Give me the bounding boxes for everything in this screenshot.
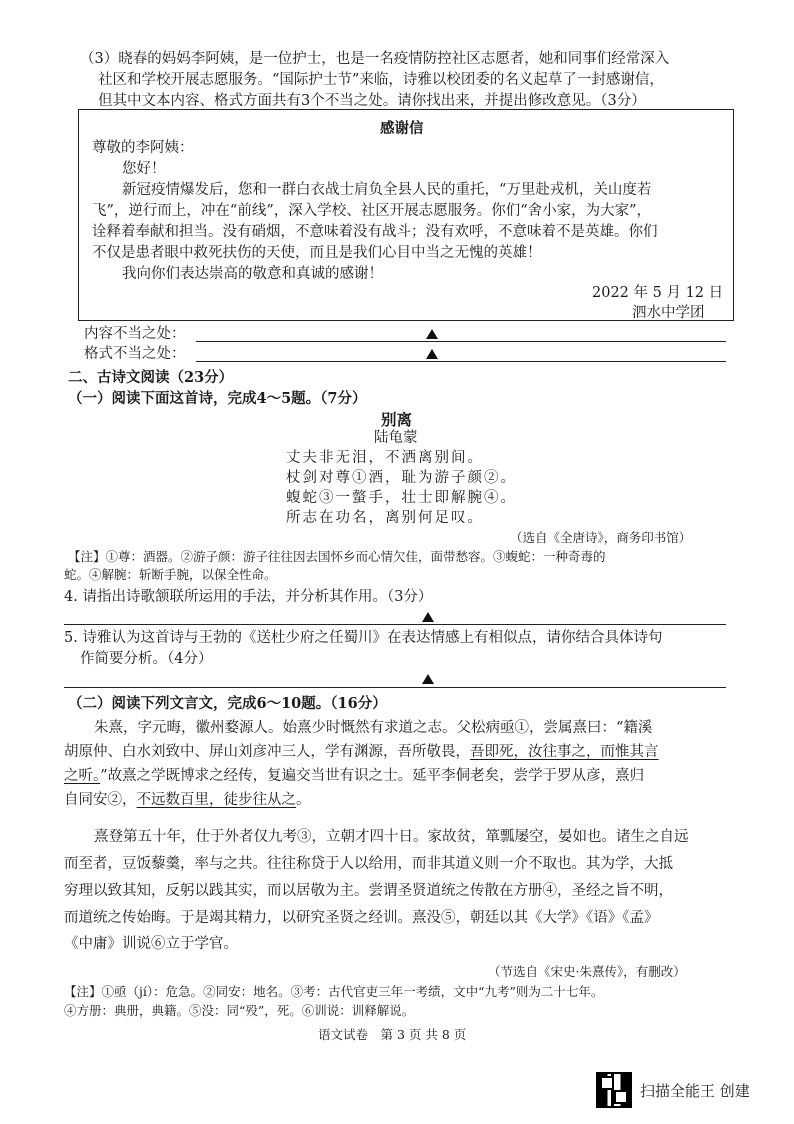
part-2-heading: （二）阅读下列文言文，完成6～10题。（16分）	[68, 695, 387, 712]
poem-line-4: 所志在功名，离别何足叹。	[286, 510, 484, 526]
prose-p2-line-3: 穷理以致其知，反躬以践其实，而以居敬为主。尝谓圣贤道统之传散在方册④，圣经之旨不明，	[64, 883, 673, 899]
page-number: 语文试卷 第 3 页 共 8 页	[318, 1027, 467, 1042]
letter-signature: 泗水中学团	[632, 305, 705, 321]
prose-note-line-2: ④方册：典册，典籍。⑤没：同“殁”，死。⑥训说：训释解说。	[64, 1003, 415, 1018]
letter-salutation: 尊敬的李阿姨：	[92, 140, 194, 156]
prose-p1-line-4	[64, 791, 311, 810]
poem-note-line-1: 【注】①尊：酒器。②游子颜：游子往往因去国怀乡而心情欠佳，面带愁容。③蝮蛇：一种奇毒的	[68, 549, 606, 564]
poem-line-3: 蝮蛇③一螫手，壮士即解腕④。	[286, 490, 517, 506]
answer-marker-icon	[422, 612, 434, 622]
letter-body-line-2: 飞”，逆行而上，冲在“前线”，深入学校、社区开展志愿服务。你们“舍小家，为大家”，	[92, 203, 652, 219]
q3-line-1: （3）晓春的妈妈李阿姨，是一位护士，也是一名疫情防控社区志愿者，她和同事们经常深入	[80, 51, 670, 67]
letter-body-line-4: 不仅是患者眼中救死扶伤的天使，而且是我们心目中当之无愧的英雄！	[92, 245, 542, 261]
prose-p1-line-4-end: 。	[296, 792, 311, 808]
answer-marker-icon	[422, 674, 434, 684]
question-5-answer-line[interactable]	[64, 687, 726, 688]
prose-source: （节选自《宋史·朱熹传》，有删改）	[488, 964, 686, 979]
format-error-label: 格式不当之处：	[84, 346, 186, 362]
prose-p1-line-2	[64, 743, 659, 762]
section-2-heading: 二、古诗文阅读（23分）	[68, 369, 234, 386]
letter-greeting: 您好！	[122, 161, 166, 177]
question-4: 4. 请指出诗歌颔联所运用的手法，并分析其作用。（3分）	[64, 589, 433, 605]
letter-body-line-5: 我向你们表达崇高的敬意和真诚的感谢！	[122, 266, 383, 282]
prose-underlined-sentence-1a: 吾即死，汝往事之，而惟其言	[470, 744, 659, 760]
part-1-heading: （一）阅读下面这首诗，完成4～5题。（7分）	[68, 390, 367, 407]
letter-title: 感谢信	[380, 120, 424, 137]
q3-line-2: 社区和学校开展志愿服务。“国际护士节”来临，诗雅以校团委的名义起草了一封感谢信，	[98, 72, 664, 88]
prose-p2-line-4: 而道统之传始晦。于是竭其精力，以研究圣贤之经训。熹没⑤，朝廷以其《大学》《语》《孟》	[64, 910, 659, 926]
letter-date: 2022 年 5 月 12 日	[592, 285, 724, 301]
format-error-answer-line[interactable]	[196, 361, 726, 362]
prose-p1-line-1: 朱熹，字元晦，徽州婺源人。始熹少时慨然有求道之志。父松病亟①，尝属熹曰：“籍溪	[94, 720, 653, 736]
scanner-watermark: 扫描全能王 创建	[640, 1082, 750, 1100]
prose-p1-line-3-text: ”故熹之学既博求之经传，复遍交当世有识之士。延平李侗老矣，尝学于罗从彦，熹归	[100, 768, 645, 784]
prose-p2-line-5: 《中庸》训说⑥立于学官。	[64, 936, 238, 952]
q3-line-3: 但其中文本内容、格式方面共有3个不当之处。请你找出来，并提出修改意见。（3分）	[98, 93, 646, 109]
answer-marker-icon	[426, 349, 438, 359]
poem-line-2: 杖剑对尊①酒，耻为游子颜②。	[286, 470, 517, 486]
prose-underlined-sentence-2: 不远数百里，徒步往从之	[136, 792, 296, 808]
poem-author: 陆龟蒙	[374, 430, 418, 446]
prose-p2-line-1: 熹登第五十年，仕于外者仅九考③，立朝才四十日。家故贫，箪瓢屡空，晏如也。诸生之自远	[94, 829, 689, 845]
question-4-answer-line[interactable]	[64, 624, 726, 625]
prose-underlined-sentence-1b: 之听。	[64, 768, 101, 784]
poem-title: 别离	[381, 410, 413, 429]
letter-body-line-3: 诠释着奉献和担当。没有硝烟，不意味着没有战斗；没有欢呼，不意味着不是英雄。你们	[92, 224, 658, 240]
question-5-line-1: 5. 诗雅认为这首诗与王勃的《送杜少府之任蜀川》在表达情感上有相似点，请你结合具体诗句	[64, 630, 663, 646]
prose-note-line-1: 【注】①亟（jí）：危急。②同安：地名。③考：古代官吏三年一考绩，文中“九考”则为二十七年。	[64, 984, 604, 999]
prose-p1-line-4-text: 自同安②，	[64, 792, 137, 808]
answer-marker-icon	[426, 329, 438, 339]
letter-body-line-1: 新冠疫情爆发后，您和一群白衣战士肩负全县人民的重托，“万里赴戎机，关山度若	[122, 182, 652, 198]
content-error-answer-line[interactable]	[196, 341, 726, 342]
prose-p2-line-2: 而至者，豆饭藜羹，率与之共。往往称贷于人以给用，而非其道义则一介不取也。其为学，大抵	[64, 856, 673, 872]
poem-source: （选自《全唐诗》，商务印书馆）	[510, 530, 692, 545]
prose-p1-line-3	[64, 767, 644, 786]
content-error-label: 内容不当之处：	[84, 326, 186, 342]
poem-line-1: 丈夫非无泪，不洒离别间。	[286, 450, 484, 466]
prose-p1-line-2-text: 胡原仲、白水刘致中、屏山刘彦冲三人，学有渊源，吾所敬畏，	[64, 744, 470, 760]
poem-note-line-2: 蛇。④解腕：斩断手腕，以保全性命。	[64, 567, 277, 582]
qr-code-icon	[596, 1072, 632, 1108]
question-5-line-2: 作简要分析。（4分）	[80, 651, 213, 667]
